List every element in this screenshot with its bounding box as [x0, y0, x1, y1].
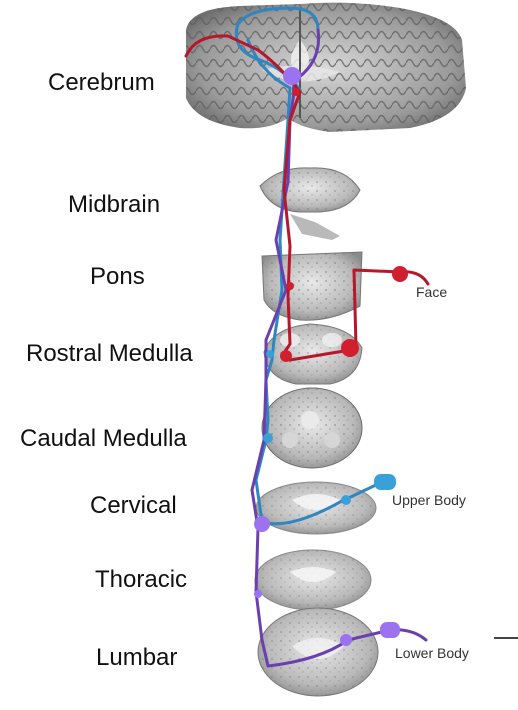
- cervical-section: [256, 482, 376, 534]
- level-label-pons: Pons: [90, 263, 145, 290]
- medulla-node-face-right: [341, 339, 359, 357]
- caudal-medulla-section: [262, 388, 362, 468]
- pons-node-face: [286, 282, 294, 290]
- face-node: [392, 266, 408, 282]
- upper-body-node: [374, 474, 396, 490]
- cortex-node-face: [292, 88, 300, 96]
- thoracic-node-lower: [254, 590, 262, 598]
- target-label-face: Face: [416, 284, 448, 300]
- level-label-rostral-medulla: Rostral Medulla: [26, 340, 193, 367]
- level-label-thoracic: Thoracic: [95, 566, 188, 593]
- cortex-node-lower: [283, 67, 301, 85]
- level-label-cervical: Cervical: [90, 492, 177, 519]
- target-label-lower-body: Lower Body: [395, 645, 469, 661]
- target-label-upper-body: Upper Body: [392, 492, 466, 508]
- cerebrum-section: [186, 3, 466, 132]
- caudal-node-upper: [263, 433, 273, 443]
- lumbar-node-lower: [340, 634, 352, 646]
- thoracic-section: [255, 550, 371, 610]
- level-label-cerebrum: Cerebrum: [48, 69, 155, 96]
- level-label-caudal-medulla: Caudal Medulla: [20, 425, 187, 452]
- lower-body-node: [380, 622, 400, 638]
- midbrain-section: [260, 168, 360, 240]
- cervical-node-upper: [341, 495, 351, 505]
- medulla-node-face-left: [280, 350, 292, 362]
- lumbar-section: [258, 608, 378, 696]
- level-label-midbrain: Midbrain: [68, 191, 161, 218]
- level-label-lumbar: Lumbar: [96, 644, 178, 671]
- cervical-node-lower: [254, 516, 270, 532]
- medulla-node-upper: [266, 350, 274, 358]
